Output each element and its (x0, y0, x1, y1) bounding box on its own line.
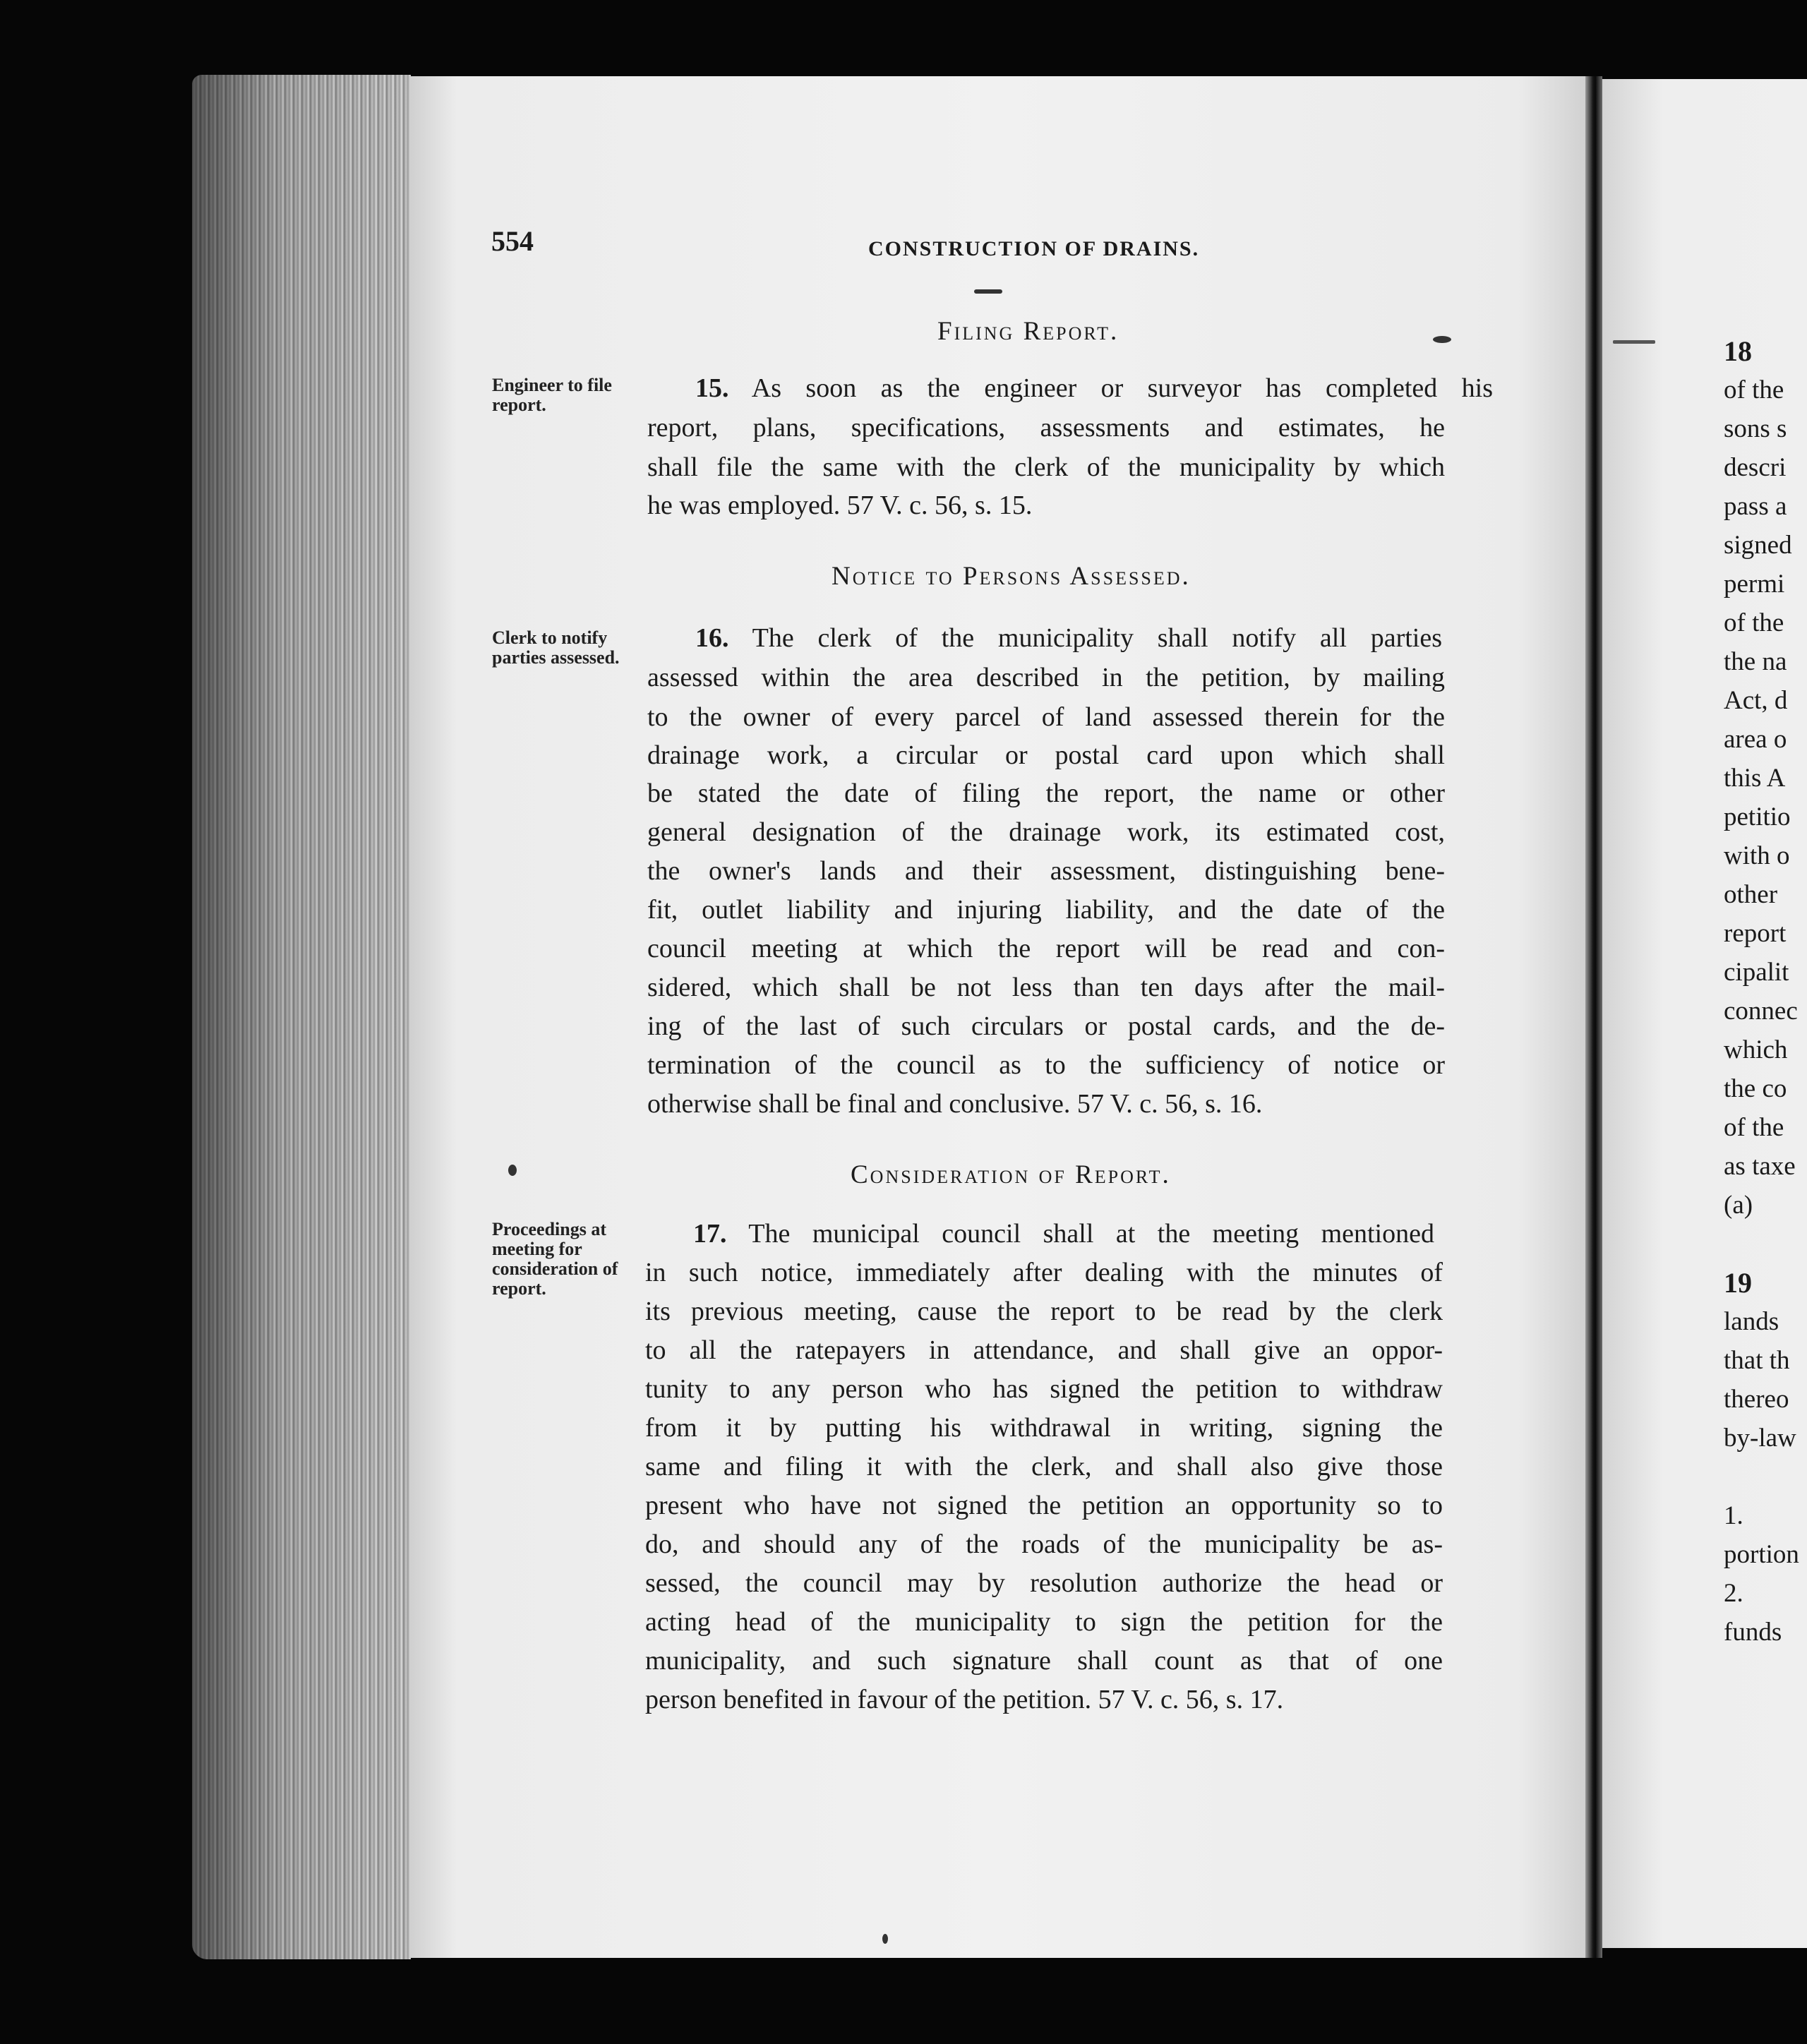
section-17-line-12: municipality, and such signature shall count as that of one (645, 1646, 1443, 1676)
section-17-line-1: 17. The municipal council shall at the meeting mentioned (693, 1219, 1434, 1249)
facing-word: lands (1724, 1307, 1779, 1336)
facing-word: which (1724, 1035, 1788, 1064)
section-number-15: 15. (695, 373, 729, 403)
ink-speck (508, 1165, 517, 1176)
margin-note-engineer: Engineer to file report. (492, 375, 612, 415)
section-16-line-9: council meeting at which the report will be read and con- (647, 934, 1445, 963)
section-17-line-13: person benefited in favour of the petition. 57 V. c. 56, s. 17. (645, 1685, 1284, 1714)
section-17-line-3: its previous meeting, cause the report to be read by the clerk (645, 1297, 1443, 1326)
section-heading-notice: Notice to Persons Assessed. (832, 562, 1191, 591)
facing-word: of the (1724, 375, 1784, 404)
section-15-line-3: shall file the same with the clerk of the municipality by which (647, 452, 1445, 482)
section-16-line-5: be stated the date of filing the report, the name or other (647, 778, 1445, 808)
page-number: 554 (491, 225, 534, 257)
section-16-line-3: to the owner of every parcel of land assessed therein for the (647, 702, 1445, 732)
running-head: CONSTRUCTION OF DRAINS. (868, 237, 1200, 260)
facing-word: as taxe (1724, 1152, 1796, 1181)
margin-note-proceedings: Proceedings at meeting for consideration of report. (492, 1219, 618, 1299)
section-17-line-5: tunity to any person who has signed the petition to withdraw (645, 1374, 1443, 1404)
section-16-line-10: sidered, which shall be not less than ten days after the mail- (647, 973, 1445, 1002)
section-16-line-7: the owner's lands and their assessment, distinguishing bene- (647, 856, 1445, 886)
section-17-line-8: present who have not signed the petition an opportunity so to (645, 1491, 1443, 1520)
section-16-line-12: termination of the council as to the sufficiency of notice or (647, 1050, 1445, 1080)
section-number-16: 16. (695, 623, 729, 653)
facing-word: portion (1724, 1540, 1799, 1569)
facing-word: 1. (1724, 1501, 1743, 1530)
facing-word: Act, d (1724, 686, 1788, 715)
facing-word: that th (1724, 1346, 1790, 1375)
section-17-line-7: same and filing it with the clerk, and shall also give those (645, 1452, 1443, 1481)
book-edge-shadow (192, 75, 411, 1959)
facing-word: 2. (1724, 1579, 1743, 1608)
facing-word: descri (1724, 453, 1787, 482)
section-17-line-10: sessed, the council may by resolution authorize the head or (645, 1568, 1443, 1598)
ink-speck (882, 1934, 888, 1944)
facing-word: (a) (1724, 1191, 1753, 1220)
facing-word: cipalit (1724, 958, 1789, 987)
book-gutter (1585, 76, 1602, 1958)
ink-speck (1433, 336, 1451, 343)
facing-word: this A (1724, 764, 1786, 793)
facing-word: permi (1724, 570, 1785, 599)
section-17-line-9: do, and should any of the roads of the municipality be as- (645, 1529, 1443, 1559)
section-15-line-2: report, plans, specifications, assessments and estimates, he (647, 413, 1445, 443)
facing-word: with o (1724, 841, 1790, 870)
facing-word: 19 (1724, 1267, 1752, 1299)
facing-word: thereo (1724, 1385, 1789, 1414)
section-heading-filing-report: Filing Report. (937, 317, 1119, 346)
facing-word: sons s (1724, 414, 1787, 443)
section-17-line-4: to all the ratepayers in attendance, and shall give an oppor- (645, 1335, 1443, 1365)
section-17-line-6: from it by putting his withdrawal in writing, signing the (645, 1413, 1443, 1443)
facing-page-text (1724, 332, 1807, 1652)
section-17-line-2: in such notice, immediately after dealing with the minutes of (645, 1258, 1443, 1287)
section-16-line-8: fit, outlet liability and injuring liability, and the date of the (647, 895, 1445, 925)
section-16-line-4: drainage work, a circular or postal card upon which shall (647, 740, 1445, 770)
facing-word: area o (1724, 725, 1787, 754)
facing-word: petitio (1724, 802, 1791, 831)
ink-stroke (1613, 340, 1655, 344)
facing-word: signed (1724, 531, 1792, 560)
section-16-line-6: general designation of the drainage work, its estimated cost, (647, 817, 1445, 847)
facing-word: report (1724, 919, 1787, 948)
facing-word: of the (1724, 608, 1784, 637)
section-17-line-11: acting head of the municipality to sign the petition for the (645, 1607, 1443, 1637)
ink-smudge (974, 289, 1002, 294)
facing-word: of the (1724, 1113, 1784, 1142)
facing-word (1724, 1457, 1807, 1496)
section-16-line-2: assessed within the area described in the petition, by mailing (647, 663, 1445, 692)
margin-note-clerk: Clerk to notify parties assessed. (492, 627, 620, 668)
facing-word: 18 (1724, 335, 1752, 367)
facing-word (1724, 1225, 1807, 1263)
facing-word: the co (1724, 1074, 1787, 1103)
facing-word: other (1724, 880, 1778, 909)
section-16-line-1: 16. The clerk of the municipality shall notify all parties (695, 623, 1442, 653)
facing-word: by-law (1724, 1424, 1796, 1453)
facing-word: funds (1724, 1618, 1782, 1647)
facing-word: connec (1724, 997, 1798, 1026)
facing-word: pass a (1724, 492, 1787, 521)
section-15-line-1: 15. As soon as the engineer or surveyor has completed his (695, 373, 1494, 403)
section-heading-consideration: Consideration of Report. (851, 1160, 1171, 1189)
section-number-17: 17. (693, 1219, 727, 1249)
facing-word: the na (1724, 647, 1787, 676)
section-16-line-11: ing of the last of such circulars or postal cards, and the de- (647, 1011, 1445, 1041)
section-15-line-4: he was employed. 57 V. c. 56, s. 15. (647, 491, 1033, 520)
section-16-line-13: otherwise shall be final and conclusive. 57 V. c. 56, s. 16. (647, 1089, 1263, 1119)
